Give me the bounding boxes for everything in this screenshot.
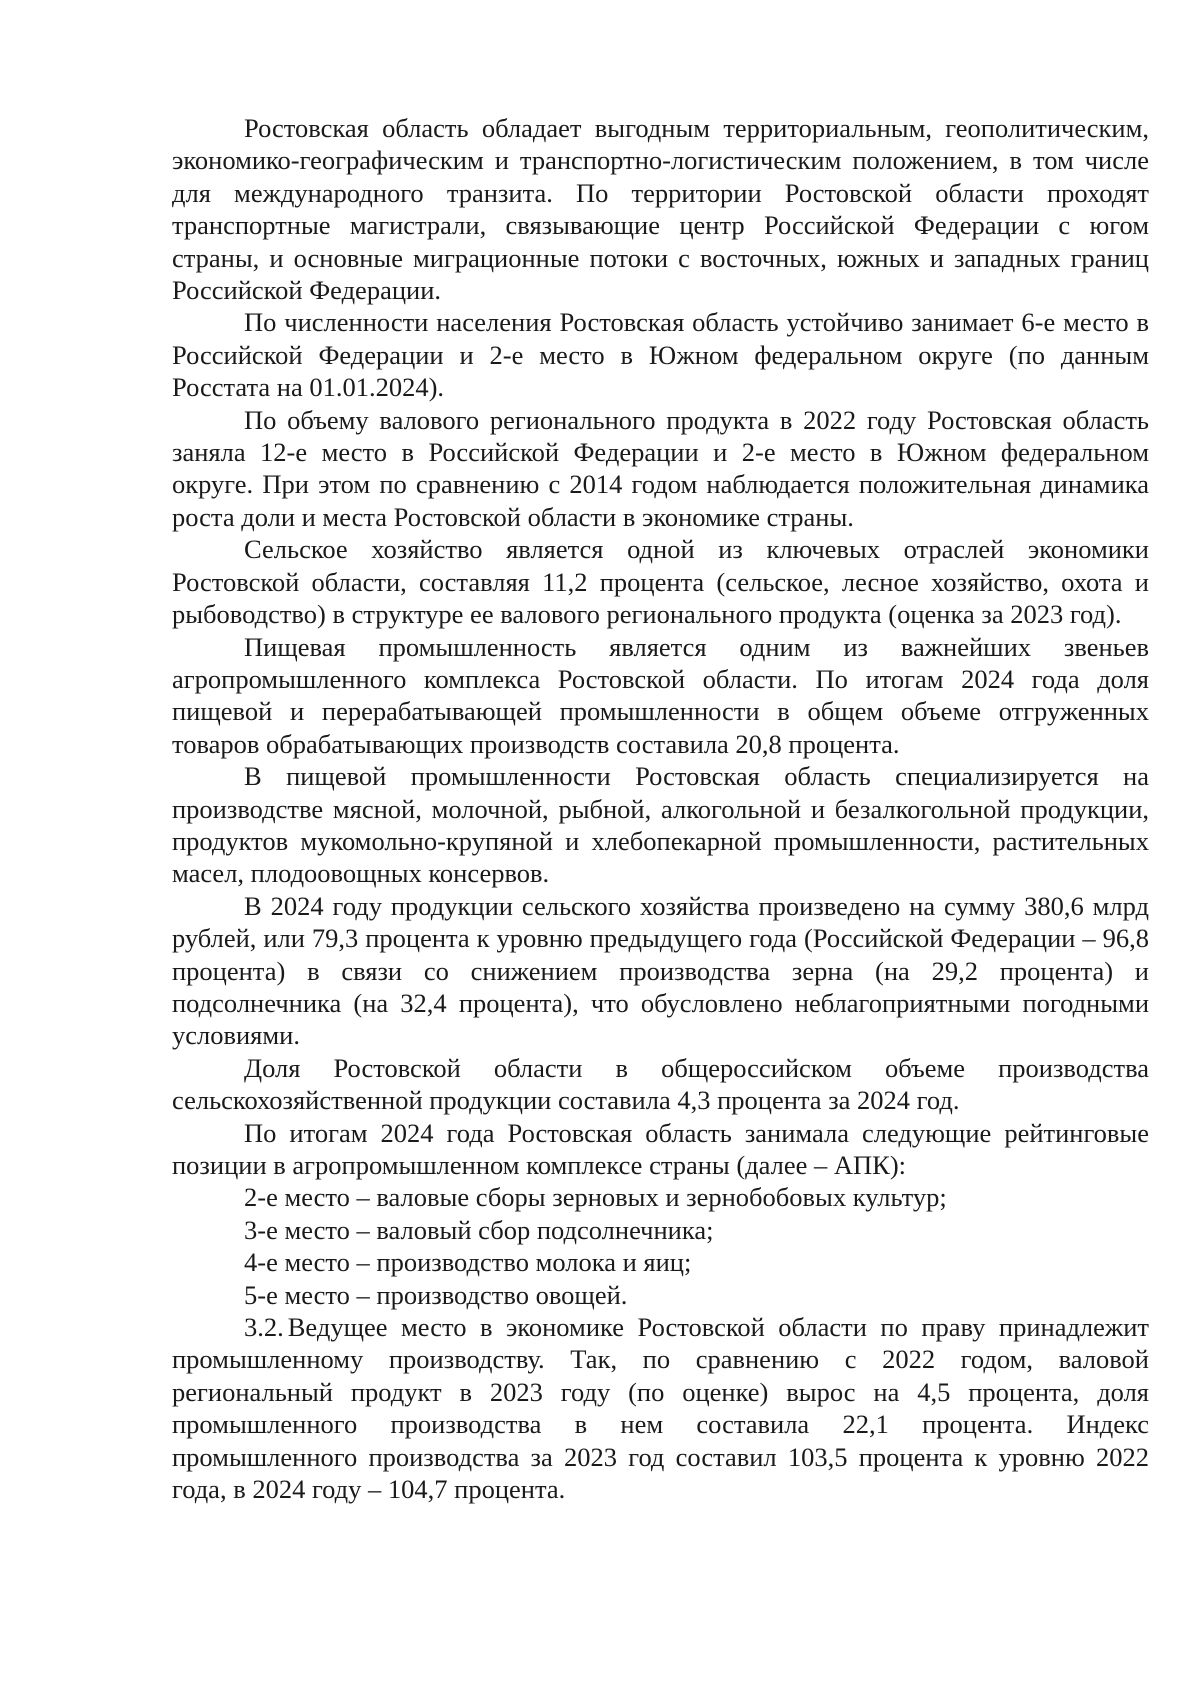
document-page: [172, 112, 1149, 1505]
ranking-item: 5-е место – производство овощей.: [244, 1279, 628, 1310]
paragraph-agri-share: Доля Ростовской области в общероссийском объеме производства сельскохозяйственной продукции составила 4,3 процента за 2024 год.: [172, 1052, 1149, 1116]
paragraph-food-industry: Пищевая промышленность является одним из важнейших звеньев агропромышленного комплекса Ростовской области. По итогам 2024 года доля пищевой и перерабатывающей промышленности в общем объеме отгруженных товаров обрабатывающих производств составила 20,8 процента.: [172, 631, 1149, 759]
ranking-item: 3-е место – валовый сбор подсолнечника;: [244, 1214, 714, 1245]
paragraph-food-specialization: В пищевой промышленности Ростовская область специализируется на производстве мясной, молочной, рыбной, алкогольной и безалкогольной продукции, продуктов мукомольно-крупяной и хлебопекарной промышленности, растительных масел, плодоовощных консервов.: [172, 761, 1149, 889]
paragraph-geography: Ростовская область обладает выгодным территориальным, геополитическим, экономико-географическим и транспортно-логистическим положением, в том числе для международного транзита. По территории Ростовской области проходят транспортные магистрали, связывающие центр Российской Федерации с югом страны, и основные миграционные потоки с восточных, южных и западных границ Российской Федерации.: [172, 113, 1149, 306]
paragraph-grp: По объему валового регионального продукта в 2022 году Ростовская область заняла 12-е место в Российской Федерации и 2-е место в Южном федеральном округе. При этом по сравнению с 2014 годом наблюдается положительная динамика роста доли и места Ростовской области в экономике страны.: [172, 404, 1149, 532]
section-3-2: [172, 1311, 1149, 1505]
paragraph-agri-output-2024: В 2024 году продукции сельского хозяйства произведено на сумму 380,6 млрд рублей, или 79,3 процента к уровню предыдущего года (Российской Федерации – 96,8 процента) в связи со снижением производства зерна (на 29,2 процента) и подсолнечника (на 32,4 процента), что обусловлено неблагоприятными погодными условиями.: [172, 890, 1149, 1051]
paragraph-agriculture: Сельское хозяйство является одной из ключевых отраслей экономики Ростовской области, составляя 11,2 процента (сельское, лесное хозяйство, охота и рыбоводство) в структуре ее валового регионального продукта (оценка за 2023 год).: [172, 534, 1149, 630]
section-text: Ведущее место в экономике Ростовской области по праву принадлежит промышленному производству. Так, по сравнению с 2022 годом, валовой региональный продукт в 2023 году (по оценке) вырос на 4,5 процента, доля промышленного производства в нем составила 22,1 процента. Индекс промышленного производства за 2023 год составил 103,5 процента к уровню 2022 года, в 2024 году – 104,7 процента.: [172, 1312, 1149, 1505]
paragraph-population: По численности населения Ростовская область устойчиво занимает 6-е место в Российской Федерации и 2-е место в Южном федеральном округе (по данным Росстата на 01.01.2024).: [172, 307, 1149, 403]
ranking-item: 4-е место – производство молока и яиц;: [244, 1247, 692, 1278]
paragraph-rankings-intro: По итогам 2024 года Ростовская область занимала следующие рейтинговые позиции в агропромышленном комплексе страны (далее – АПК):: [172, 1117, 1149, 1180]
ranking-item: 2-е место – валовые сборы зерновых и зернобобовых культур;: [244, 1182, 947, 1213]
section-number: 3.2.: [244, 1312, 284, 1343]
